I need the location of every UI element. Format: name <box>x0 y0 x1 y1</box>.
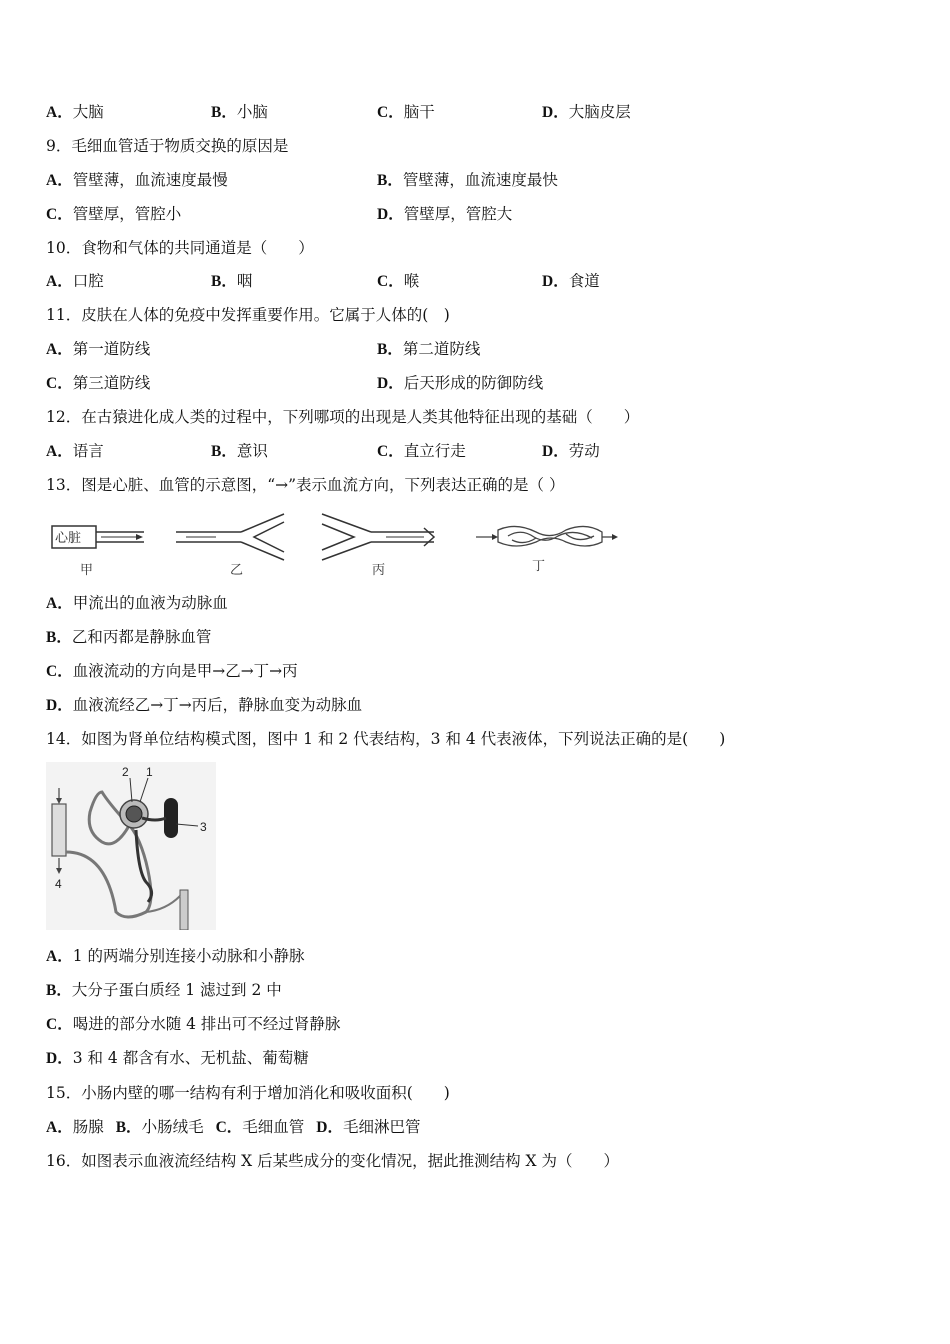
label-ding: 丁 <box>532 558 546 573</box>
q9-option-d[interactable]: D．管壁厚，管腔大 <box>377 205 513 223</box>
q8-option-a[interactable]: A．大脑 <box>46 103 104 121</box>
q15-option-d[interactable]: D．毛细淋巴管 <box>316 1118 421 1136</box>
collecting-duct <box>52 804 66 856</box>
q13-option-a[interactable]: A．甲流出的血液为动脉血 <box>46 594 228 612</box>
q15-option-c[interactable]: C．毛细血管 <box>215 1118 305 1136</box>
q9-option-b[interactable]: B．管壁薄，血流速度最快 <box>377 171 558 189</box>
q11-option-b[interactable]: B．第二道防线 <box>377 340 481 358</box>
heart-label: 心脏 <box>55 530 82 545</box>
label-yi: 乙 <box>230 562 244 577</box>
q12-option-b[interactable]: B．意识 <box>211 442 268 460</box>
glomerulus <box>126 806 142 822</box>
vessel-ding <box>476 526 618 546</box>
label-3: 3 <box>200 820 207 834</box>
q12-stem: 12．在古猿进化成人类的过程中，下列哪项的出现是人类其他特征出现的基础（ ） <box>46 408 640 426</box>
q10-option-d[interactable]: D．食道 <box>542 272 600 290</box>
q14-option-d[interactable]: D．3 和 4 都含有水、无机盐、葡萄糖 <box>46 1049 309 1067</box>
q12-option-a[interactable]: A．语言 <box>46 442 104 460</box>
q9-option-a[interactable]: A．管壁薄，血流速度最慢 <box>46 171 228 189</box>
q15-options <box>46 1117 421 1138</box>
q15-option-a[interactable]: A．肠腺 <box>46 1118 104 1136</box>
q9-option-c[interactable]: C．管壁厚，管腔小 <box>46 205 182 223</box>
q8-option-d[interactable]: D．大脑皮层 <box>542 103 631 121</box>
q13-figure <box>46 508 626 580</box>
q12-option-c[interactable]: C．直立行走 <box>377 442 466 460</box>
label-2: 2 <box>122 765 129 779</box>
q10-stem: 10．食物和气体的共同通道是（ ） <box>46 239 314 257</box>
q13-option-b[interactable]: B．乙和丙都是静脉血管 <box>46 628 212 646</box>
q10-option-c[interactable]: C．喉 <box>377 272 420 290</box>
q13-option-d[interactable]: D．血液流经乙→丁→丙后，静脉血变为动脉血 <box>46 696 363 714</box>
q10-option-a[interactable]: A．口腔 <box>46 272 104 290</box>
label-jia: 甲 <box>80 562 94 577</box>
q11-option-c[interactable]: C．第三道防线 <box>46 374 151 392</box>
q10-option-b[interactable]: B．咽 <box>211 272 253 290</box>
q14-option-b[interactable]: B．大分子蛋白质经 1 滤过到 2 中 <box>46 981 282 999</box>
vessel-bing <box>322 514 434 560</box>
label-bing: 丙 <box>372 562 386 577</box>
q14-option-a[interactable]: A．1 的两端分别连接小动脉和小静脉 <box>46 947 305 965</box>
q11-option-a[interactable]: A．第一道防线 <box>46 340 151 358</box>
q8-option-b[interactable]: B．小脑 <box>211 103 268 121</box>
q11-option-d[interactable]: D．后天形成的防御防线 <box>377 374 544 392</box>
q8-option-c[interactable]: C．脑干 <box>377 103 435 121</box>
vessel-yi <box>176 514 284 560</box>
q14-option-c[interactable]: C．喝进的部分水随 4 排出可不经过肾静脉 <box>46 1015 341 1033</box>
q16-stem: 16．如图表示血液流经结构 X 后某些成分的变化情况，据此推测结构 X 为（ ） <box>46 1152 620 1170</box>
q14-stem: 14．如图为肾单位结构模式图，图中 1 和 2 代表结构，3 和 4 代表液体，下列说法正确的是( ) <box>46 730 726 748</box>
q14-nephron-figure <box>46 762 216 930</box>
q15-option-b[interactable]: B．小肠绒毛 <box>115 1118 204 1136</box>
q11-stem: 11．皮肤在人体的免疫中发挥重要作用。它属于人体的( ) <box>46 306 450 324</box>
q15-stem: 15．小肠内壁的哪一结构有利于增加消化和吸收面积( ) <box>46 1084 450 1102</box>
q9-stem: 9．毛细血管适于物质交换的原因是 <box>46 137 289 155</box>
q13-stem: 13．图是心脏、血管的示意图，“→”表示血流方向，下列表达正确的是（ ） <box>46 476 565 494</box>
q13-option-c[interactable]: C．血液流动的方向是甲→乙→丁→丙 <box>46 662 298 680</box>
label-1: 1 <box>146 765 153 779</box>
q12-option-d[interactable]: D．劳动 <box>542 442 600 460</box>
blood-vessel <box>164 798 178 838</box>
label-4: 4 <box>55 877 62 891</box>
